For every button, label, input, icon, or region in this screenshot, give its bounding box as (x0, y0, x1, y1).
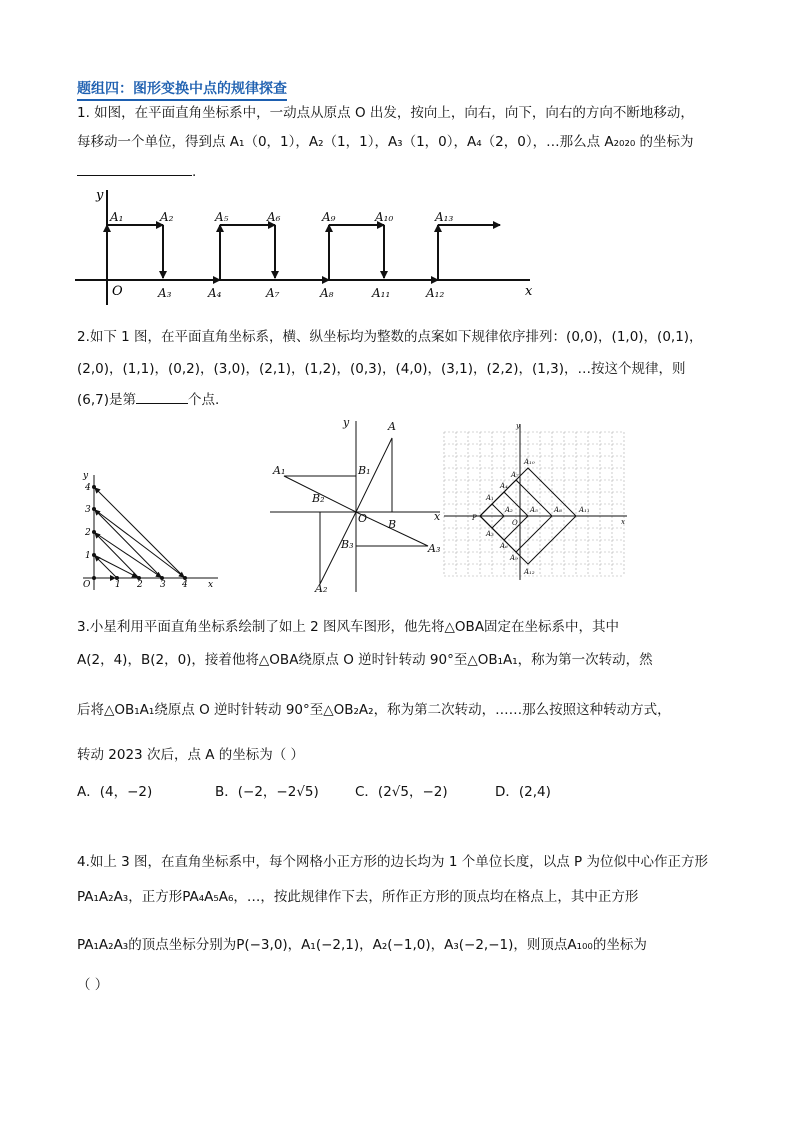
fig2-label-a1: A₁ (273, 464, 286, 477)
q4-line1: 4.如上 3 图，在直角坐标系中，每个网格小正方形的边长均为 1 个单位长度，以点 P 为位似中心作正方形 (77, 854, 708, 870)
fig3-label-p: P (472, 514, 477, 522)
fig3-label-a8: A₈ (554, 506, 562, 514)
fig3-origin: O (512, 519, 518, 527)
fig3-label-a1: A₁ (486, 494, 494, 502)
q1-answer-blank[interactable] (77, 163, 192, 176)
fig3-label-a6: A₆ (500, 542, 508, 550)
fig3-label-a5: A₅ (530, 506, 538, 514)
fig2-label-b3: B₃ (341, 538, 354, 551)
fig1-yt3: 3 (85, 505, 91, 515)
fig3-label-a10: A₁₀ (524, 458, 535, 466)
q1-label-a13: A₁₃ (435, 210, 454, 224)
q3-line3: 后将△OB₁A₁绕原点 O 逆时针转动 90°至△OB₂A₂，称为第二次转动，……那么按照这种转动方式， (77, 702, 671, 718)
fig1-xt2: 2 (137, 580, 143, 590)
q4-line4: （ ） (77, 977, 109, 993)
fig2-x-label: x (434, 510, 441, 523)
q1-label-a4: A₄ (208, 286, 222, 300)
fig1-yt4: 4 (85, 483, 91, 493)
q3-option-d[interactable]: D．(2,4) (495, 784, 551, 800)
fig2-origin: O (358, 512, 368, 525)
fig3-label-a12: A₁₂ (524, 568, 535, 576)
q1-figure (70, 185, 550, 310)
fig3-label-a3: A₃ (486, 530, 494, 538)
q3-line4: 转动 2023 次后，点 A 的坐标为（ ） (77, 747, 305, 763)
fig3-label-a7: A₇ (511, 471, 519, 479)
figure-1 (78, 470, 228, 595)
q1-label-a1: A₁ (110, 210, 124, 224)
q1-label-a10: A₁₀ (375, 210, 394, 224)
fig3-label-a4: A₄ (500, 482, 508, 490)
q3-option-a[interactable]: A．(4，−2) (77, 784, 153, 800)
q1-x-label: x (525, 284, 533, 299)
q2-line2: (2,0)，(1,1)，(0,2)，(3,0)，(2,1)，(1,2)，(0,3)，(4,0)，(3,1)，(2,2)，(1,3)，…按这个规律，则 (77, 361, 686, 377)
fig2-y-label: y (343, 416, 350, 429)
q3-option-b[interactable]: B．(−2，−2√5) (215, 784, 319, 800)
q1-label-a9: A₉ (322, 210, 336, 224)
q3-option-c[interactable]: C．(2√5，−2) (355, 784, 448, 800)
fig2-label-b1: B₁ (358, 464, 371, 477)
q3-line2: A(2，4)，B(2，0)，接着他将△OBA绕原点 O 逆时针转动 90°至△OB₁A₁，称为第一次转动，然 (77, 652, 653, 668)
q4-line2: PA₁A₂A₃，正方形PA₄A₅A₆，…，按此规律作下去，所作正方形的顶点均在格点上，其中正方形 (77, 889, 639, 905)
q2-answer-blank[interactable] (136, 391, 188, 404)
fig1-x-label: x (208, 580, 214, 590)
fig2-label-b2: B₂ (312, 492, 325, 505)
q3-line1: 3.小星利用平面直角坐标系绘制了如上 2 图风车图形，他先将△OBA固定在坐标系中，其中 (77, 619, 620, 635)
q1-line2: 每移动一个单位，得到点 A₁（0，1），A₂（1，1），A₃（1，0），A₄（2，0），…那么点 A₂₀₂₀ 的坐标为 (77, 134, 694, 150)
fig1-xt3: 3 (160, 580, 166, 590)
q2-line3 (77, 390, 219, 410)
section-title: 题组四：图形变换中点的规律探查 (77, 78, 287, 101)
q1-label-a5: A₅ (215, 210, 229, 224)
fig3-x-label: x (621, 518, 625, 526)
fig1-y-label: y (83, 471, 89, 481)
q1-origin-label: O (112, 284, 123, 299)
fig1-origin: O (83, 580, 91, 590)
q1-label-a2: A₂ (160, 210, 174, 224)
fig2-label-a3: A₃ (428, 542, 441, 555)
fig1-xt4: 4 (182, 580, 188, 590)
q1-label-a6: A₆ (267, 210, 281, 224)
q1-label-a12: A₁₂ (426, 286, 445, 300)
fig2-label-a: A (388, 420, 396, 433)
fig3-y-label: y (516, 422, 520, 430)
fig2-label-b: B (388, 518, 397, 531)
figure-2 (270, 416, 450, 595)
fig3-label-a2: A₂ (505, 506, 513, 514)
figure-3 (444, 420, 634, 585)
q1-y-label: y (96, 188, 104, 203)
q1-answer-line (77, 162, 196, 182)
q2-line1: 2.如下 1 图，在平面直角坐标系，横、纵坐标均为整数的点案如下规律依序排列：(0,0)，(1,0)，(0,1)， (77, 329, 703, 345)
q1-period: . (192, 164, 197, 180)
q1-label-a11: A₁₁ (372, 286, 391, 300)
fig2-label-a2: A₂ (315, 582, 328, 595)
fig3-label-a9: A₉ (510, 554, 518, 562)
q1-label-a3: A₃ (158, 286, 172, 300)
q2-line3-end: 个点. (188, 392, 220, 408)
q4-line3: PA₁A₂A₃的顶点坐标分别为P(−3,0)，A₁(−2,1)，A₂(−1,0)，A₃(−2,−1)，则顶点A₁₀₀的坐标为 (77, 937, 647, 953)
q1-label-a7: A₇ (266, 286, 280, 300)
fig1-yt1: 1 (85, 551, 91, 561)
fig3-label-a11: A₁₁ (579, 506, 590, 514)
fig1-yt2: 2 (85, 528, 91, 538)
q2-line3-start: (6,7)是第 (77, 392, 137, 408)
q1-label-a8: A₈ (320, 286, 334, 300)
q1-line1: 1. 如图，在平面直角坐标系中，一动点从原点 O 出发，按向上，向右，向下，向右的方向不断地移动， (77, 105, 694, 121)
fig1-xt1: 1 (115, 580, 121, 590)
